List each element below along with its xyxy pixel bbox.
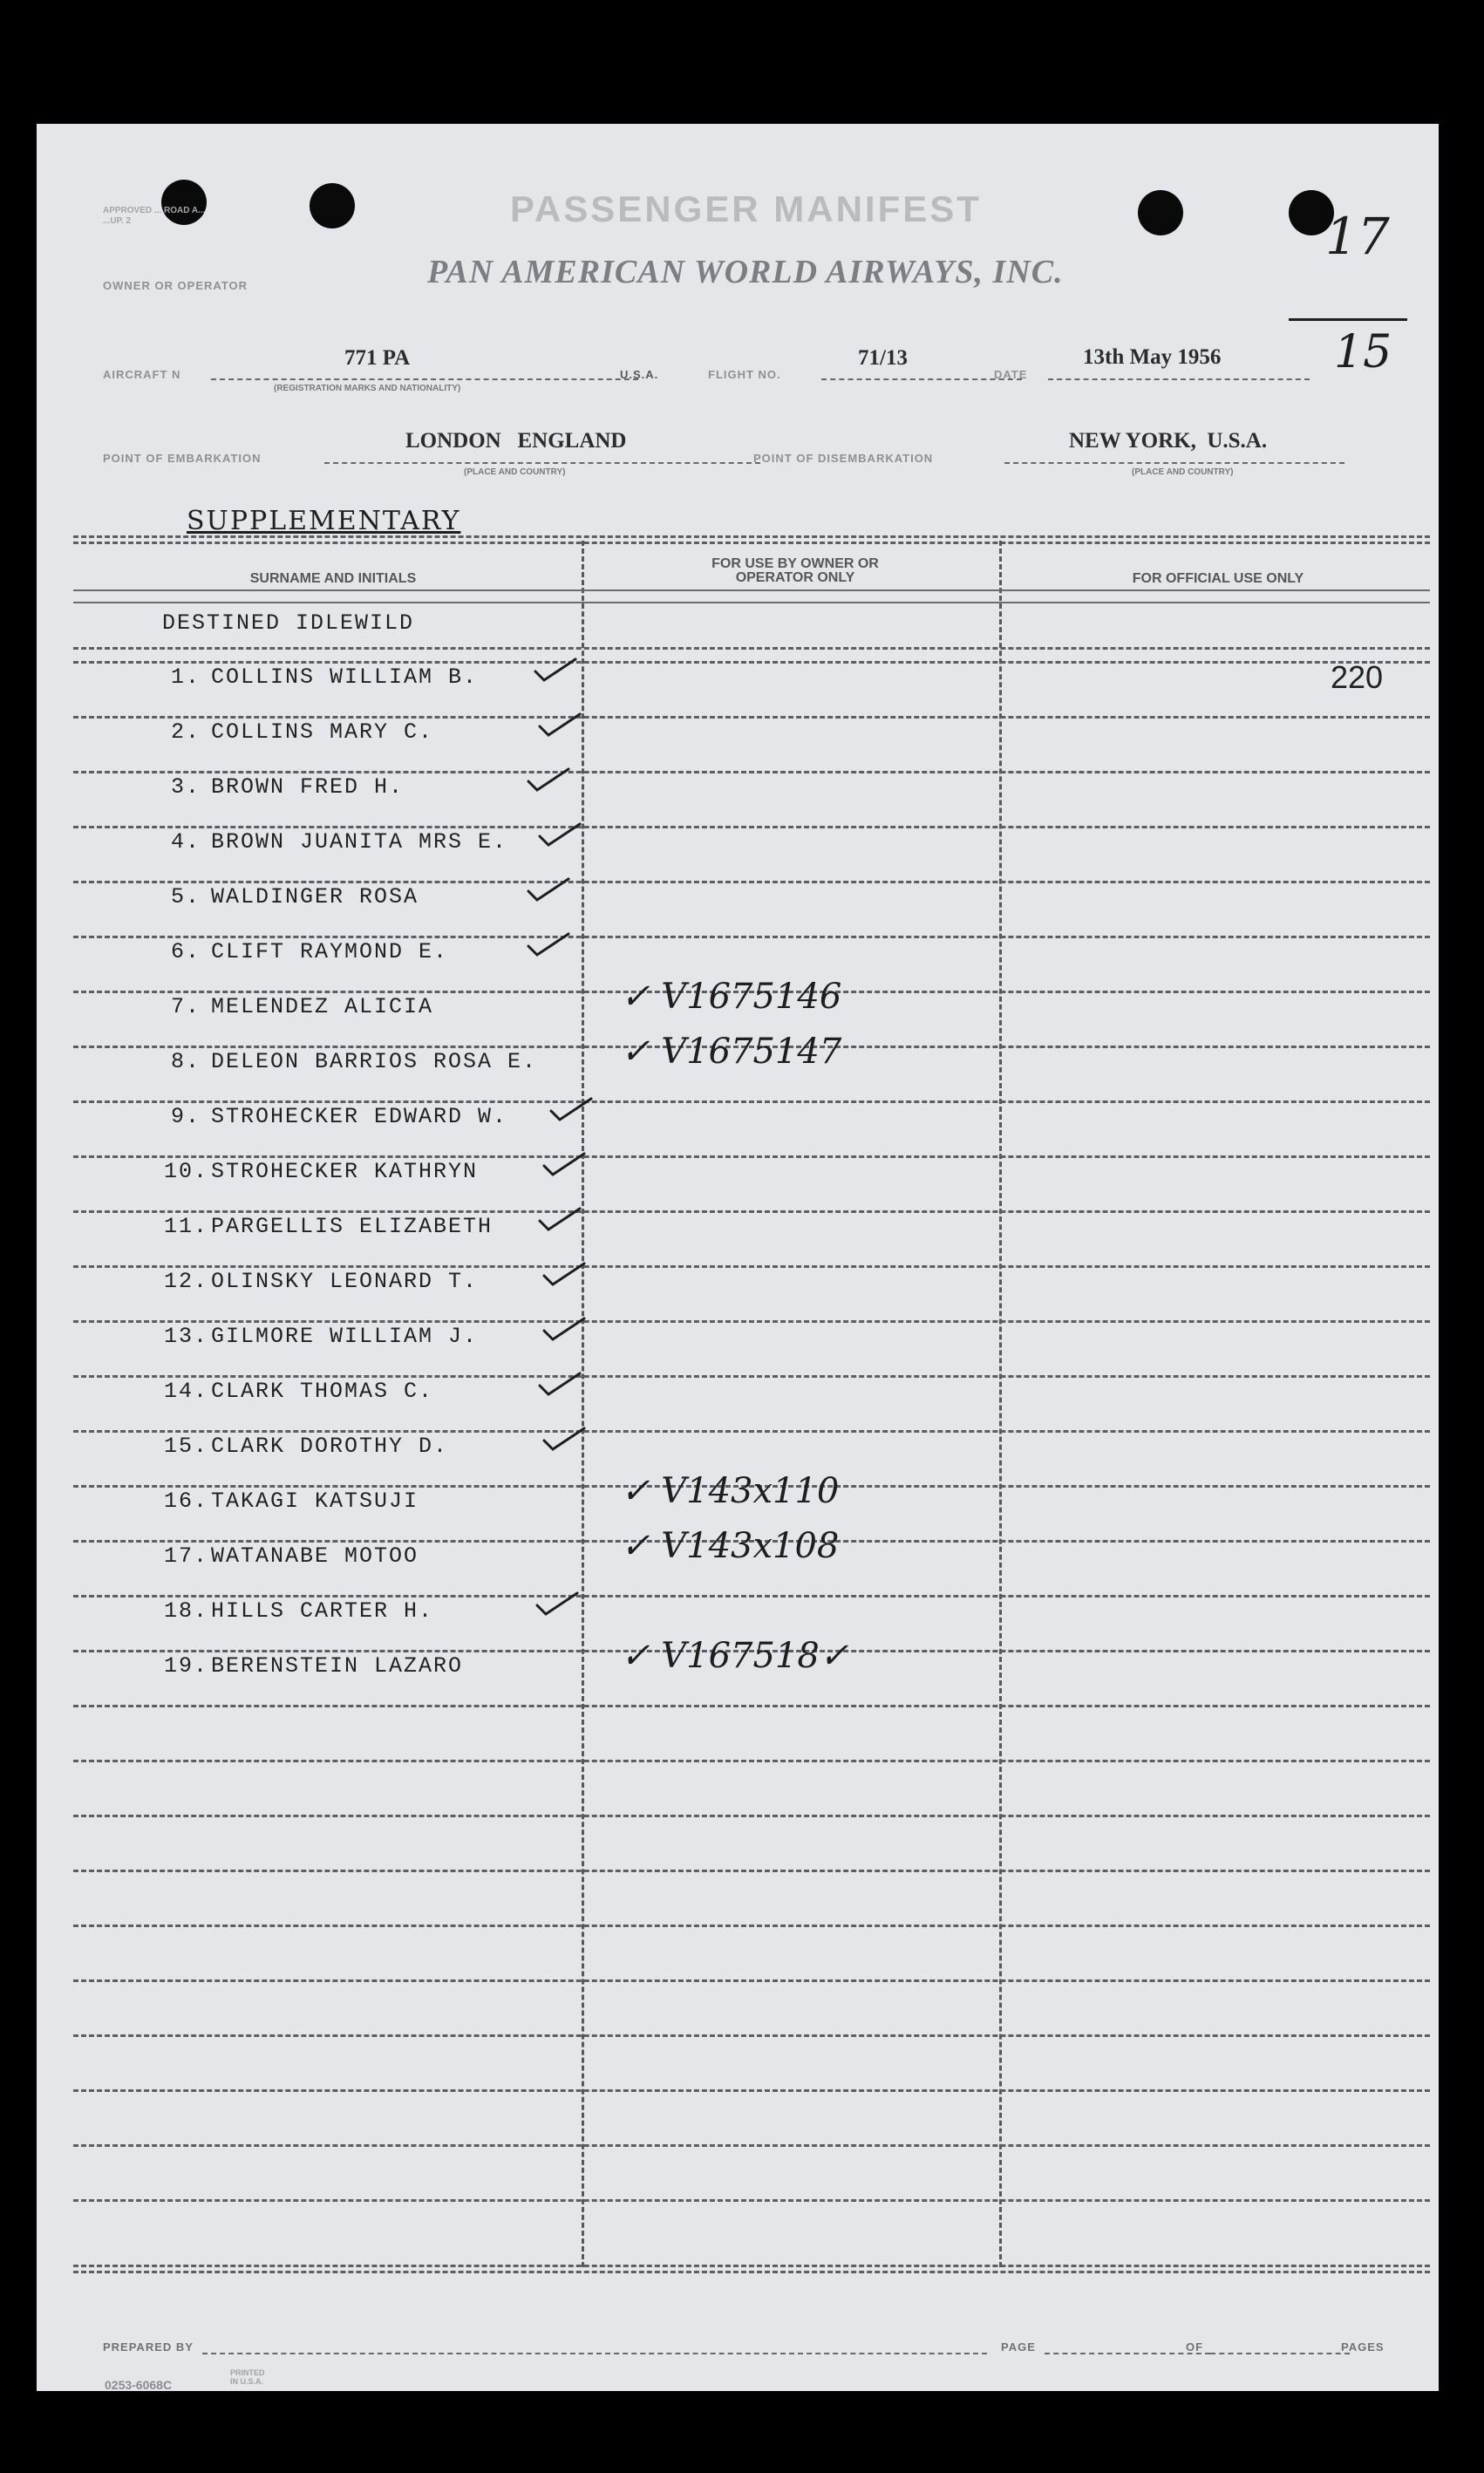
passenger-number: 10.: [164, 1159, 209, 1184]
passenger-name: WATANABE MOTOO: [211, 1543, 419, 1569]
disembarkation-value: NEW YORK, U.S.A.: [1069, 429, 1268, 453]
flight-label: FLIGHT NO.: [708, 368, 781, 381]
passenger-name: STROHECKER EDWARD W.: [211, 1104, 508, 1129]
check-mark-icon: [549, 1097, 593, 1123]
passenger-name: DELEON BARRIOS ROSA E.: [211, 1049, 538, 1074]
check-mark-icon: [542, 1427, 586, 1453]
row-rule: [73, 881, 1430, 883]
passenger-number: 3.: [170, 774, 201, 800]
passenger-number: 2.: [170, 719, 201, 745]
row-rule: [73, 647, 1430, 650]
prepared-by-label: PREPARED BY: [103, 2340, 194, 2354]
visa-note: ✓ V143x110: [621, 1471, 840, 1511]
column-header-owner: FOR USE BY OWNER OR OPERATOR ONLY: [711, 556, 879, 585]
passenger-name: CLARK DOROTHY D.: [211, 1434, 449, 1459]
row-rule: [73, 1320, 1430, 1323]
row-rule: [73, 661, 1430, 664]
row-rule: [73, 1815, 1430, 1817]
check-mark-icon: [527, 932, 570, 958]
aircraft-label: AIRCRAFT N: [103, 368, 181, 381]
row-rule: [73, 1210, 1430, 1213]
row-rule: [73, 2089, 1430, 2092]
passenger-name: COLLINS WILLIAM B.: [211, 664, 479, 690]
check-mark-icon: [535, 1591, 579, 1618]
table-top-rule: [73, 535, 1430, 538]
passenger-number: 19.: [164, 1653, 209, 1679]
disembarkation-label: POINT OF DISEMBARKATION: [753, 452, 934, 465]
row-rule: [73, 936, 1430, 938]
company-name: PAN AMERICAN WORLD AIRWAYS, INC.: [427, 254, 1064, 290]
passenger-number: 1.: [170, 664, 201, 690]
check-mark-icon: [534, 657, 577, 684]
date-underline: [1048, 378, 1310, 380]
date-value: 13th May 1956: [1083, 345, 1222, 369]
row-rule: [73, 1375, 1430, 1378]
passenger-number: 6.: [170, 939, 201, 964]
passenger-name: OLINSKY LEONARD T.: [211, 1269, 479, 1294]
passenger-name: PARGELLIS ELIZABETH: [211, 1214, 494, 1239]
passenger-number: 17.: [164, 1543, 209, 1569]
passenger-number: 7.: [170, 994, 201, 1019]
check-mark-icon: [538, 822, 582, 848]
passenger-name: HILLS CARTER H.: [211, 1598, 434, 1624]
of-underline: [1210, 2353, 1350, 2354]
passenger-name: CLARK THOMAS C.: [211, 1379, 434, 1404]
table-bottom-rule: [73, 2271, 1430, 2273]
prepared-by-underline: [202, 2353, 987, 2354]
form-number: 0253-6068C: [105, 2378, 173, 2392]
check-mark-icon: [542, 1152, 586, 1178]
passenger-name: GILMORE WILLIAM J.: [211, 1324, 479, 1349]
check-mark-icon: [542, 1317, 586, 1343]
passenger-name: COLLINS MARY C.: [211, 719, 434, 745]
embarkation-label: POINT OF EMBARKATION: [103, 452, 262, 465]
row-rule: [73, 1265, 1430, 1268]
check-mark-icon: [527, 877, 570, 903]
official-number: 220: [1331, 659, 1384, 695]
passenger-number: 16.: [164, 1489, 209, 1514]
usa-label: U.S.A.: [620, 368, 659, 381]
page-mark-top: 17: [1325, 207, 1390, 266]
row-rule: [73, 2034, 1430, 2037]
row-rule: [73, 826, 1430, 828]
passenger-number: 11.: [164, 1214, 209, 1239]
column-header-names: SURNAME AND INITIALS: [249, 571, 417, 586]
row-rule: [73, 1870, 1430, 1872]
row-rule: [73, 771, 1430, 773]
embarkation-underline: [324, 462, 760, 464]
embarkation-value: LONDON ENGLAND: [405, 429, 627, 453]
registration-note: (REGISTRATION MARKS AND NATIONALITY): [274, 384, 461, 393]
passenger-number: 15.: [164, 1434, 209, 1459]
passenger-name: STROHECKER KATHRYN: [211, 1159, 479, 1184]
row-rule: [73, 1430, 1430, 1433]
punch-hole: [310, 183, 355, 228]
check-mark-icon: [542, 1262, 586, 1288]
row-rule: [73, 2199, 1430, 2202]
visa-note: ✓ V1675146: [621, 977, 842, 1017]
visa-note: ✓ V167518✓: [621, 1636, 849, 1676]
passenger-number: 5.: [170, 884, 201, 909]
passenger-name: TAKAGI KATSUJI: [211, 1489, 419, 1514]
row-rule: [73, 1979, 1430, 1982]
passenger-name: BERENSTEIN LAZARO: [211, 1653, 464, 1679]
punch-hole: [1138, 190, 1183, 235]
passenger-number: 9.: [170, 1104, 201, 1129]
table-top-rule: [73, 542, 1430, 544]
printed-note: PRINTED IN U.S.A.: [230, 2368, 265, 2386]
table-bottom-rule: [73, 2265, 1430, 2267]
row-rule: [73, 1705, 1430, 1707]
manifest-sheet: [37, 124, 1439, 2391]
visa-note: ✓ V1675147: [621, 1032, 842, 1072]
page-title: PASSENGER MANIFEST: [510, 188, 982, 229]
row-rule: [73, 2144, 1430, 2147]
owner-label: OWNER OR OPERATOR: [103, 279, 248, 292]
passenger-number: 13.: [164, 1324, 209, 1349]
visa-note: ✓ V143x108: [621, 1526, 840, 1566]
check-mark-icon: [527, 767, 570, 794]
passenger-number: 12.: [164, 1269, 209, 1294]
row-rule: [73, 602, 1430, 603]
pages-label: PAGES: [1341, 2340, 1385, 2354]
passenger-number: 4.: [170, 829, 201, 855]
of-label: OF: [1186, 2340, 1204, 2354]
row-rule: [73, 1925, 1430, 1927]
passenger-name: MELENDEZ ALICIA: [211, 994, 434, 1019]
row-rule: [73, 1760, 1430, 1762]
column-divider: [582, 541, 584, 2267]
approval-text: APPROVED ... ROAD A... ...UP. 2: [103, 206, 206, 226]
check-mark-icon: [538, 1372, 582, 1398]
passenger-name: WALDINGER ROSA: [211, 884, 419, 909]
destination-label: DESTINED IDLEWILD: [162, 610, 415, 636]
row-rule: [73, 589, 1430, 591]
page-mark-bottom: 15: [1334, 326, 1392, 378]
embarkation-note: (PLACE AND COUNTRY): [464, 467, 566, 477]
row-rule: [73, 716, 1430, 719]
row-rule: [73, 1100, 1430, 1103]
aircraft-underline: [211, 378, 638, 380]
page-label: PAGE: [1001, 2340, 1036, 2354]
page-mark-divider: [1289, 318, 1407, 321]
date-label: DATE: [994, 368, 1028, 381]
disembarkation-note: (PLACE AND COUNTRY): [1132, 467, 1234, 477]
passenger-number: 8.: [170, 1049, 201, 1074]
passenger-number: 14.: [164, 1379, 209, 1404]
check-mark-icon: [538, 1207, 582, 1233]
passenger-name: BROWN JUANITA MRS E.: [211, 829, 508, 855]
column-header-official: FOR OFFICIAL USE ONLY: [1132, 571, 1304, 586]
row-rule: [73, 1595, 1430, 1598]
passenger-name: BROWN FRED H.: [211, 774, 405, 800]
passenger-name: CLIFT RAYMOND E.: [211, 939, 449, 964]
supplementary-note: SUPPLEMENTARY: [187, 506, 461, 536]
aircraft-value: 771 PA: [344, 346, 411, 370]
check-mark-icon: [538, 712, 582, 739]
flight-underline: [821, 378, 1022, 380]
row-rule: [73, 1155, 1430, 1158]
passenger-number: 18.: [164, 1598, 209, 1624]
column-divider: [999, 541, 1002, 2267]
disembarkation-underline: [1004, 462, 1344, 464]
flight-value: 71/13: [858, 346, 908, 370]
